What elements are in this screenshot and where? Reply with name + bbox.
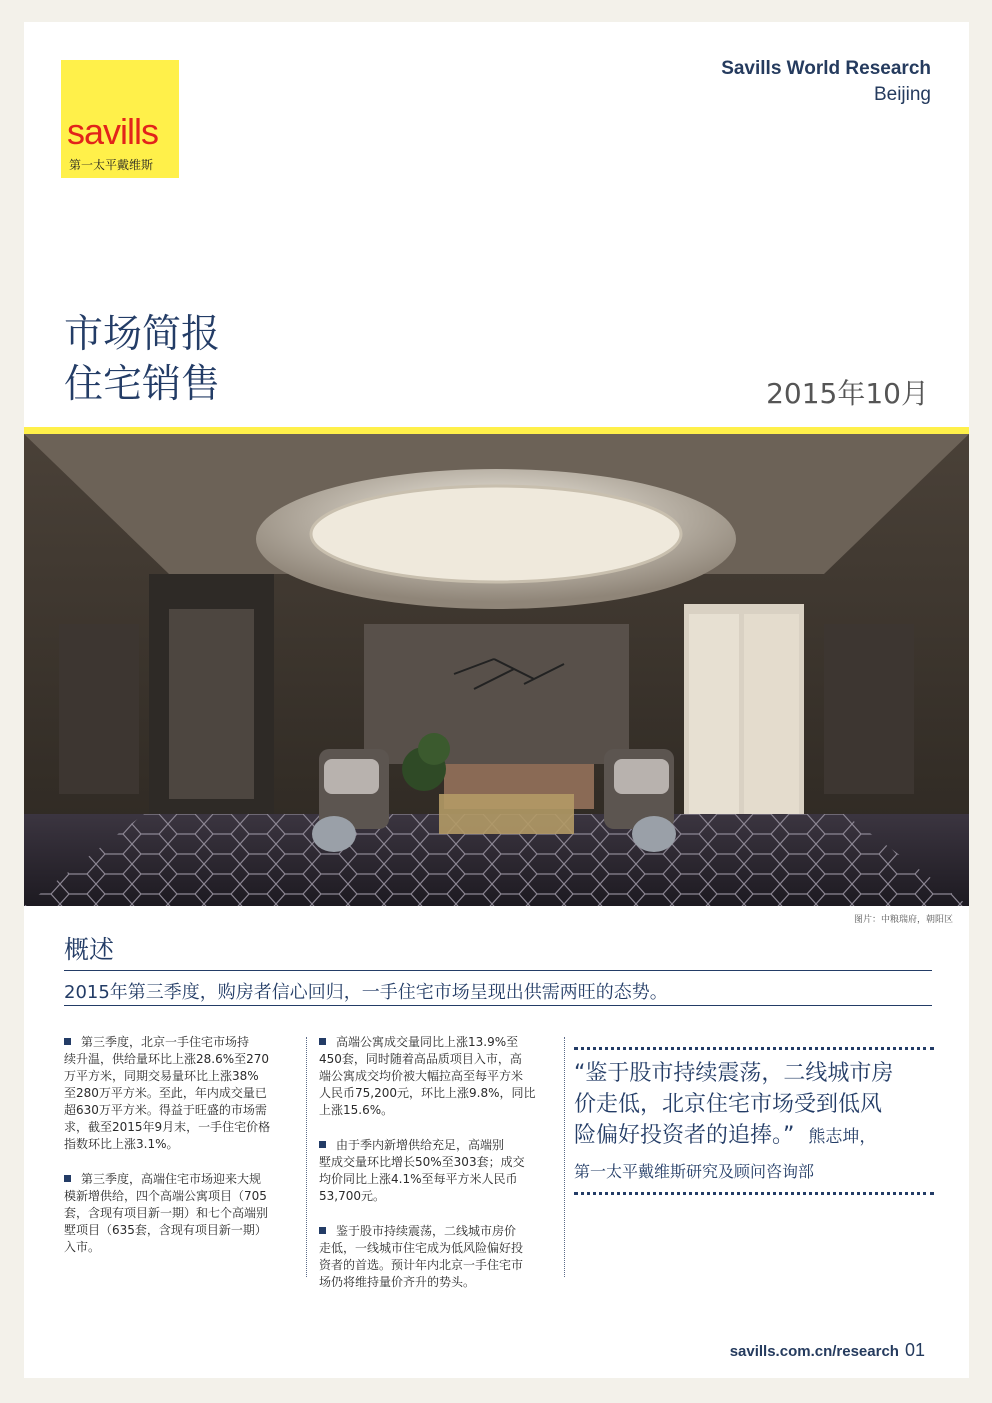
paragraph-line: 模新增供给，四个高端公寓项目（705: [64, 1189, 267, 1203]
paragraph-line: 续升温，供给量环比上涨28.6%至270: [64, 1052, 270, 1066]
pull-quote: [574, 1047, 934, 1195]
text-column-1: [64, 1034, 299, 1274]
cover-photo: [24, 434, 969, 906]
title-line-2: 住宅销售: [64, 362, 221, 407]
paragraph-line: 端公寓成交均价被大幅拉高至每平方米: [319, 1069, 524, 1083]
report-page: [24, 22, 969, 1378]
paragraph-line: 指数环比上涨3.1%。: [64, 1137, 179, 1151]
paragraph-line: 墅成交量环比增长50%至303套；成交: [319, 1155, 525, 1169]
quote-line-2: 价走低，北京住宅市场受到低风: [574, 1092, 883, 1117]
brand-title: Savills World Research: [721, 58, 931, 79]
savills-logo[interactable]: [61, 60, 179, 178]
page-footer: [730, 1340, 925, 1361]
paragraph-line: 墅项目（635套，含现有项目新一期）: [64, 1223, 267, 1237]
bullet-paragraph: [319, 1034, 559, 1119]
text-column-2: [319, 1034, 559, 1309]
quote-line-1: “鉴于股市持续震荡，二线城市房: [574, 1061, 894, 1086]
bullet-square-icon: [319, 1038, 326, 1045]
overview-rule-top: [64, 970, 932, 971]
title-line-1: 市场简报: [64, 312, 221, 357]
paragraph-line: 求，截至2015年9月末，一手住宅价格: [64, 1120, 271, 1134]
paragraph-line: 第三季度，北京一手住宅市场持: [81, 1035, 250, 1049]
overview-heading: 概述: [64, 935, 115, 964]
paragraph-line: 入市。: [64, 1240, 101, 1254]
bullet-paragraph: [64, 1034, 299, 1153]
quote-text: [574, 1058, 934, 1153]
paragraph-line: 均价同比上涨4.1%至每平方米人民币: [319, 1172, 518, 1186]
photo-caption: 图片：中粮瑞府，朝阳区: [853, 915, 953, 925]
paragraph-line: 套，含现有项目新一期）和七个高端别: [64, 1206, 269, 1220]
paragraph-line: 场仍将维持量价齐升的势头。: [319, 1275, 476, 1289]
paragraph-line: 万平方米，同期交易量环比上涨38%: [64, 1069, 259, 1083]
paragraph-line: 走低，一线城市住宅成为低风险偏好投: [319, 1241, 524, 1255]
paragraph-line: 人民币75,200元，环比上涨9.8%，同比: [319, 1086, 536, 1100]
paragraph-line: 超630万平方米。得益于旺盛的市场需: [64, 1103, 267, 1117]
quote-organization: 第一太平戴维斯研究及顾问咨询部: [574, 1162, 815, 1181]
paragraph-line: 资者的首选。预计年内北京一手住宅市: [319, 1258, 524, 1272]
paragraph-line: 鉴于股市持续震荡，二线城市房价: [336, 1224, 517, 1238]
quote-line-3-text: 险偏好投资者的追捧。”: [574, 1123, 795, 1148]
brand-header: [721, 58, 931, 106]
quote-author: 熊志坤，: [808, 1127, 877, 1147]
bullet-square-icon: [319, 1141, 326, 1148]
paragraph-line: 450套，同时随着高品质项目入市，高: [319, 1052, 522, 1066]
page-number: 01: [904, 1340, 925, 1360]
quote-bottom-dots: [574, 1192, 934, 1195]
brand-city: Beijing: [873, 84, 931, 105]
living-room-image: [24, 434, 969, 906]
bullet-paragraph: [319, 1223, 559, 1291]
paragraph-line: 上涨15.6%。: [319, 1103, 394, 1117]
column-divider-2: [564, 1037, 565, 1277]
quote-top-dots: [574, 1047, 934, 1050]
bullet-square-icon: [64, 1175, 71, 1182]
paragraph-line: 至280万平方米。至此，年内成交量已: [64, 1086, 267, 1100]
research-link[interactable]: savills.com.cn/research: [729, 1343, 899, 1360]
bullet-square-icon: [64, 1038, 71, 1045]
quote-line-3: [574, 1120, 934, 1153]
paragraph-line: 53,700元。: [319, 1189, 385, 1203]
paragraph-line: 第三季度，高端住宅市场迎来大规: [81, 1172, 262, 1186]
paragraph-line: 高端公寓成交量同比上涨13.9%至: [336, 1035, 519, 1049]
report-date: 2015年10月: [766, 377, 929, 410]
column-divider-1: [306, 1037, 307, 1277]
bullet-paragraph: [319, 1137, 559, 1205]
bullet-paragraph: [64, 1171, 299, 1256]
overview-summary: 2015年第三季度，购房者信心回归，一手住宅市场呈现出供需两旺的态势。: [64, 982, 668, 1003]
bullet-square-icon: [319, 1227, 326, 1234]
paragraph-line: 由于季内新增供给充足，高端别: [336, 1138, 505, 1152]
report-title: [64, 310, 220, 410]
logo-wordmark: savills: [67, 111, 159, 152]
overview-rule-bottom: [64, 1005, 932, 1006]
logo-chinese-name: 第一太平戴维斯: [69, 158, 154, 172]
